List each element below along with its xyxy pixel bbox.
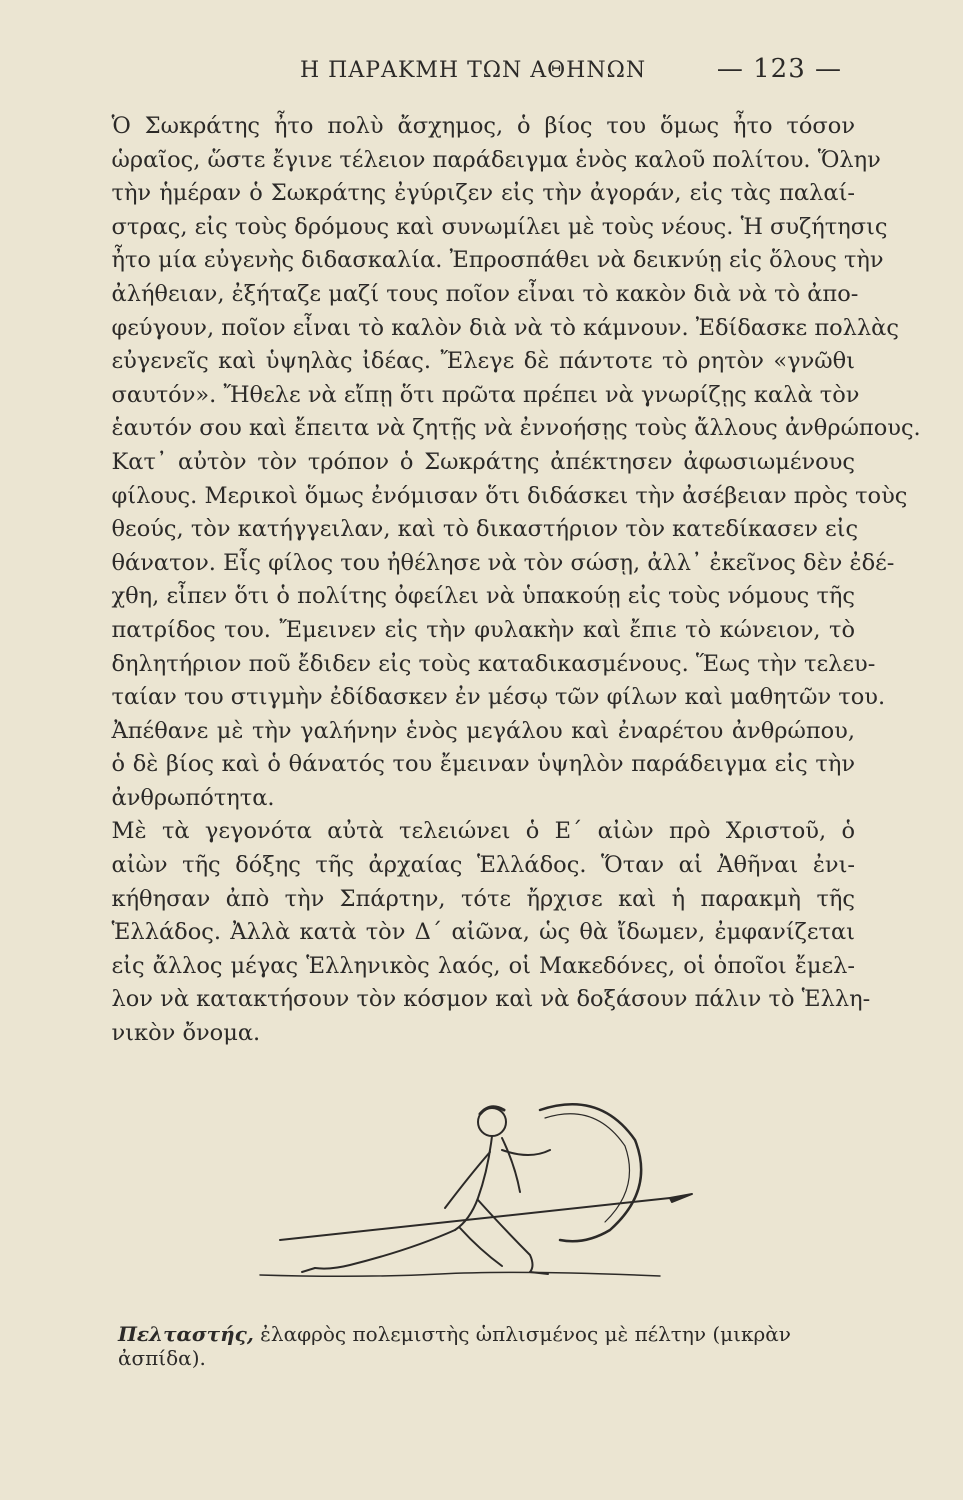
text-line: ἀλήθειαν, ἐξήταζε μαζί τους ποῖον εἶναι τὸ κακὸν διὰ νὰ τὸ ἀπο- [111,280,859,307]
running-title: Η ΠΑΡΑΚΜΗ ΤΩΝ ΑΘΗΝΩΝ [300,58,647,83]
text-line: ἦτο μία εὐγενὴς διδασκαλία. Ἐπροσπάθει νὰ δεικνύῃ εἰς ὅλους τὴν [111,247,884,274]
text-line: χθη, εἶπεν ὅτι ὁ πολίτης ὀφείλει νὰ ὑπακούῃ εἰς τοὺς νόμους τῆς [111,583,855,610]
peltast-illustration [240,1080,720,1320]
text-line: στρας, εἰς τοὺς δρόμους καὶ συνωμίλει μὲ τοὺς νέους. Ἡ συζήτησις [111,213,888,240]
figure-caption [118,1322,858,1370]
text-line: θάνατον. Εἷς φίλος του ἠθέλησε νὰ τὸν σώσῃ, ἀλλ᾽ ἐκεῖνος δὲν ἐδέ- [111,549,895,576]
text-line: Ὁ Σωκράτης ἦτο πολὺ ἄσχημος, ὁ βίος του ὅμως ἦτο τόσον [111,113,855,139]
text-line: πατρίδος του. Ἔμεινεν εἰς τὴν φυλακὴν καὶ ἔπιε τὸ κώνειον, τὸ [111,616,855,643]
text-line: Μὲ τὰ γεγονότα αὐτὰ τελειώνει ὁ Ε´ αἰὼν πρὸ Χριστοῦ, ὁ [111,818,855,845]
text-line: ταίαν του στιγμὴν ἐδίδασκεν ἐν μέσῳ τῶν φίλων καὶ μαθητῶν του. [111,684,886,711]
text-line: ὡραῖος, ὥστε ἔγινε τέλειον παράδειγμα ἑνὸς καλοῦ πολίτου. Ὅλην [111,146,881,173]
caption-text: ἐλαφρὸς πολεμιστὴς ὡπλισμένος μὲ πέλτην (μικρὰν ἀσπίδα). [118,1322,791,1370]
text-line: δηλητήριον ποῦ ἔδιδεν εἰς τοὺς καταδικασμένους. Ἕως τὴν τελευ- [111,650,876,677]
paragraph-socrates-death [80,446,908,816]
text-line: θεούς, τὸν κατήγγειλαν, καὶ τὸ δικαστήριον τὸν κατεδίκασεν εἰς [111,516,859,543]
text-line: κήθησαν ἀπὸ τὴν Σπάρτην, τότε ἤρχισε καὶ ἡ παρακμὴ τῆς [111,885,855,912]
text-line: τὴν ἡμέραν ὁ Σωκράτης ἐγύριζεν εἰς τὴν ἀγοράν, εἰς τὰς παλαί- [111,180,855,207]
paragraph-socrates-life [80,110,921,446]
page-header [300,54,860,98]
text-line: λον νὰ κατακτήσουν τὸν κόσμον καὶ νὰ δοξάσουν πάλιν τὸ Ἑλλη- [111,986,871,1013]
text-line: ὁ δὲ βίος καὶ ὁ θάνατός του ἔμειναν ὑψηλὸν παράδειγμα εἰς τὴν [111,751,855,778]
text-line: ἀνθρωπότητα. [111,784,275,811]
caption-lead: Πελταστής, [118,1322,254,1346]
page-number: — 123 — [716,54,842,84]
paragraph-century-end [80,815,871,1050]
text-line: αἰὼν τῆς δόξης τῆς ἀρχαίας Ἑλλάδος. Ὅταν αἱ Ἀθῆναι ἐνι- [111,852,855,879]
text-line: νικὸν ὄνομα. [111,1020,261,1047]
body-text [80,110,921,1051]
text-line: Ἀπέθανε μὲ τὴν γαλήνην ἑνὸς μεγάλου καὶ ἐναρέτου ἀνθρώπου, [111,717,855,744]
text-line: Κατ᾽ αὐτὸν τὸν τρόπον ὁ Σωκράτης ἀπέκτησεν ἀφωσιωμένους [111,448,855,475]
text-line: εὐγενεῖς καὶ ὑψηλὰς ἰδέας. Ἔλεγε δὲ πάντοτε τὸ ρητὸν «γνῶθι [111,348,855,375]
text-line: ἑαυτόν σου καὶ ἔπειτα νὰ ζητῇς νὰ ἐννοήσῃς τοὺς ἄλλους ἀνθρώπους. [111,415,921,442]
text-line: Ἑλλάδος. Ἀλλὰ κατὰ τὸν Δ´ αἰῶνα, ὡς θὰ ἴδωμεν, ἐμφανίζεται [111,919,855,946]
peltast-drawing [240,1080,720,1320]
text-line: σαυτόν». Ἤθελε νὰ εἴπῃ ὅτι πρῶτα πρέπει νὰ γνωρίζῃς καλὰ τὸν [111,381,860,408]
text-line: φίλους. Μερικοὶ ὅμως ἐνόμισαν ὅτι διδάσκει τὴν ἀσέβειαν πρὸς τοὺς [111,482,908,509]
text-line: φεύγουν, ποῖον εἶναι τὸ καλὸν διὰ νὰ τὸ κάμνουν. Ἐδίδασκε πολλὰς [111,314,899,341]
text-line: εἰς ἄλλος μέγας Ἑλληνικὸς λαός, οἱ Μακεδόνες, οἱ ὁποῖοι ἔμελ- [111,952,855,979]
